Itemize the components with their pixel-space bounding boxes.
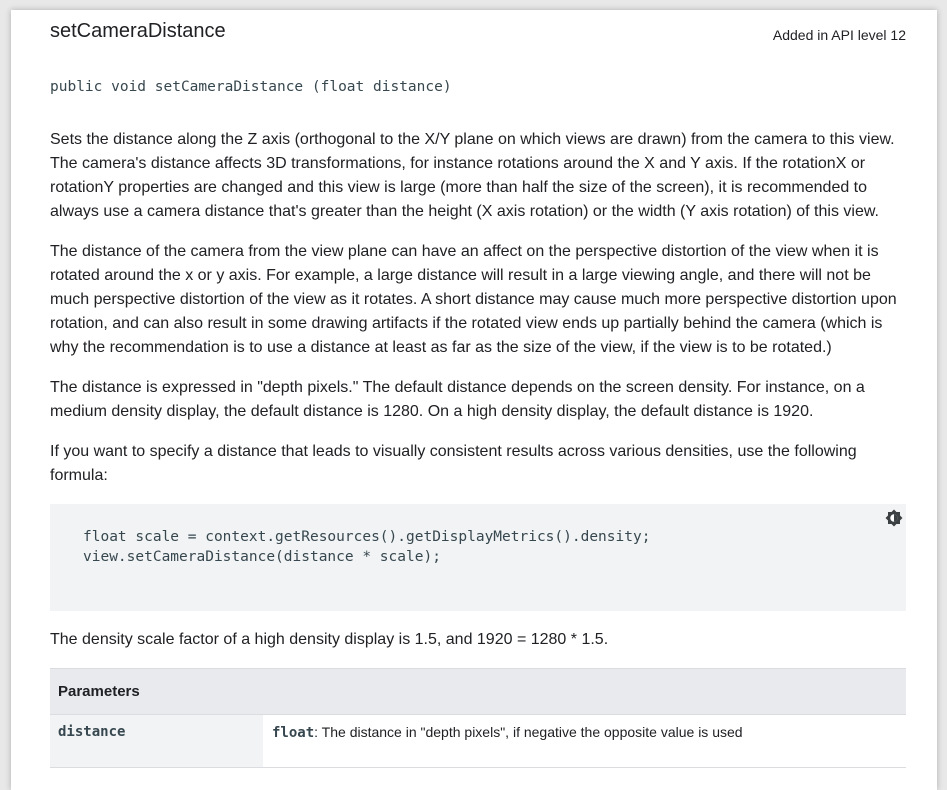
- description-paragraph-1: Sets the distance along the Z axis (orthogonal to the X/Y plane on which views are drawn) from the camera to this view. The camera's distance affects 3D transformations, for instance rotations around the X and Y axis. If the rotationX or rotationY properties are changed and this view is large (more than half the size of the screen), it is recommended to always use a camera distance that's greater than the height (X axis rotation) or the width (Y axis rotation) of this view.: [50, 131, 895, 220]
- method-card: [11, 10, 937, 790]
- param-name: distance: [58, 724, 126, 740]
- brightness-icon[interactable]: [885, 509, 903, 527]
- method-title: setCameraDistance: [50, 20, 226, 42]
- code-block: [50, 504, 906, 611]
- parameters-header: [50, 668, 906, 715]
- method-signature: public void setCameraDistance (float distance): [50, 79, 452, 95]
- code-snippet: float scale = context.getResources().getDisplayMetrics().density; view.setCameraDistance(distance * scale);: [83, 529, 651, 565]
- parameters-table: [50, 668, 906, 768]
- description-paragraph-2: The distance of the camera from the view plane can have an affect on the perspective distortion of the view when it is rotated around the x or y axis. For example, a large distance will result in a large viewing angle, and there will not be much perspective distortion of the view as it rotates. A short distance may cause much more perspective distortion upon rotation, and can also result in some drawing artifacts if the rotated view ends up partially behind the camera (which is why the recommendation is to use a distance at least as far as the size of the view, if the view is to be rotated.): [50, 243, 897, 356]
- table-row: [50, 715, 906, 768]
- api-level-label: Added in API level 12: [772, 27, 906, 43]
- param-type: float: [272, 725, 315, 741]
- description-paragraph-3: The distance is expressed in "depth pixels." The default distance depends on the screen density. For instance, on a medium density display, the default distance is 1280. On a high density display, the default distance is 1920.: [50, 379, 865, 420]
- description-paragraph-4: If you want to specify a distance that leads to visually consistent results across various densities, use the following formula:: [50, 443, 857, 484]
- param-name-cell: [50, 715, 263, 767]
- param-description: : The distance in "depth pixels", if negative the opposite value is used: [314, 724, 743, 740]
- description-paragraph-5: The density scale factor of a high density display is 1.5, and 1920 = 1280 * 1.5.: [50, 631, 609, 648]
- param-description-cell: [272, 724, 743, 741]
- parameters-header-label: Parameters: [58, 683, 140, 700]
